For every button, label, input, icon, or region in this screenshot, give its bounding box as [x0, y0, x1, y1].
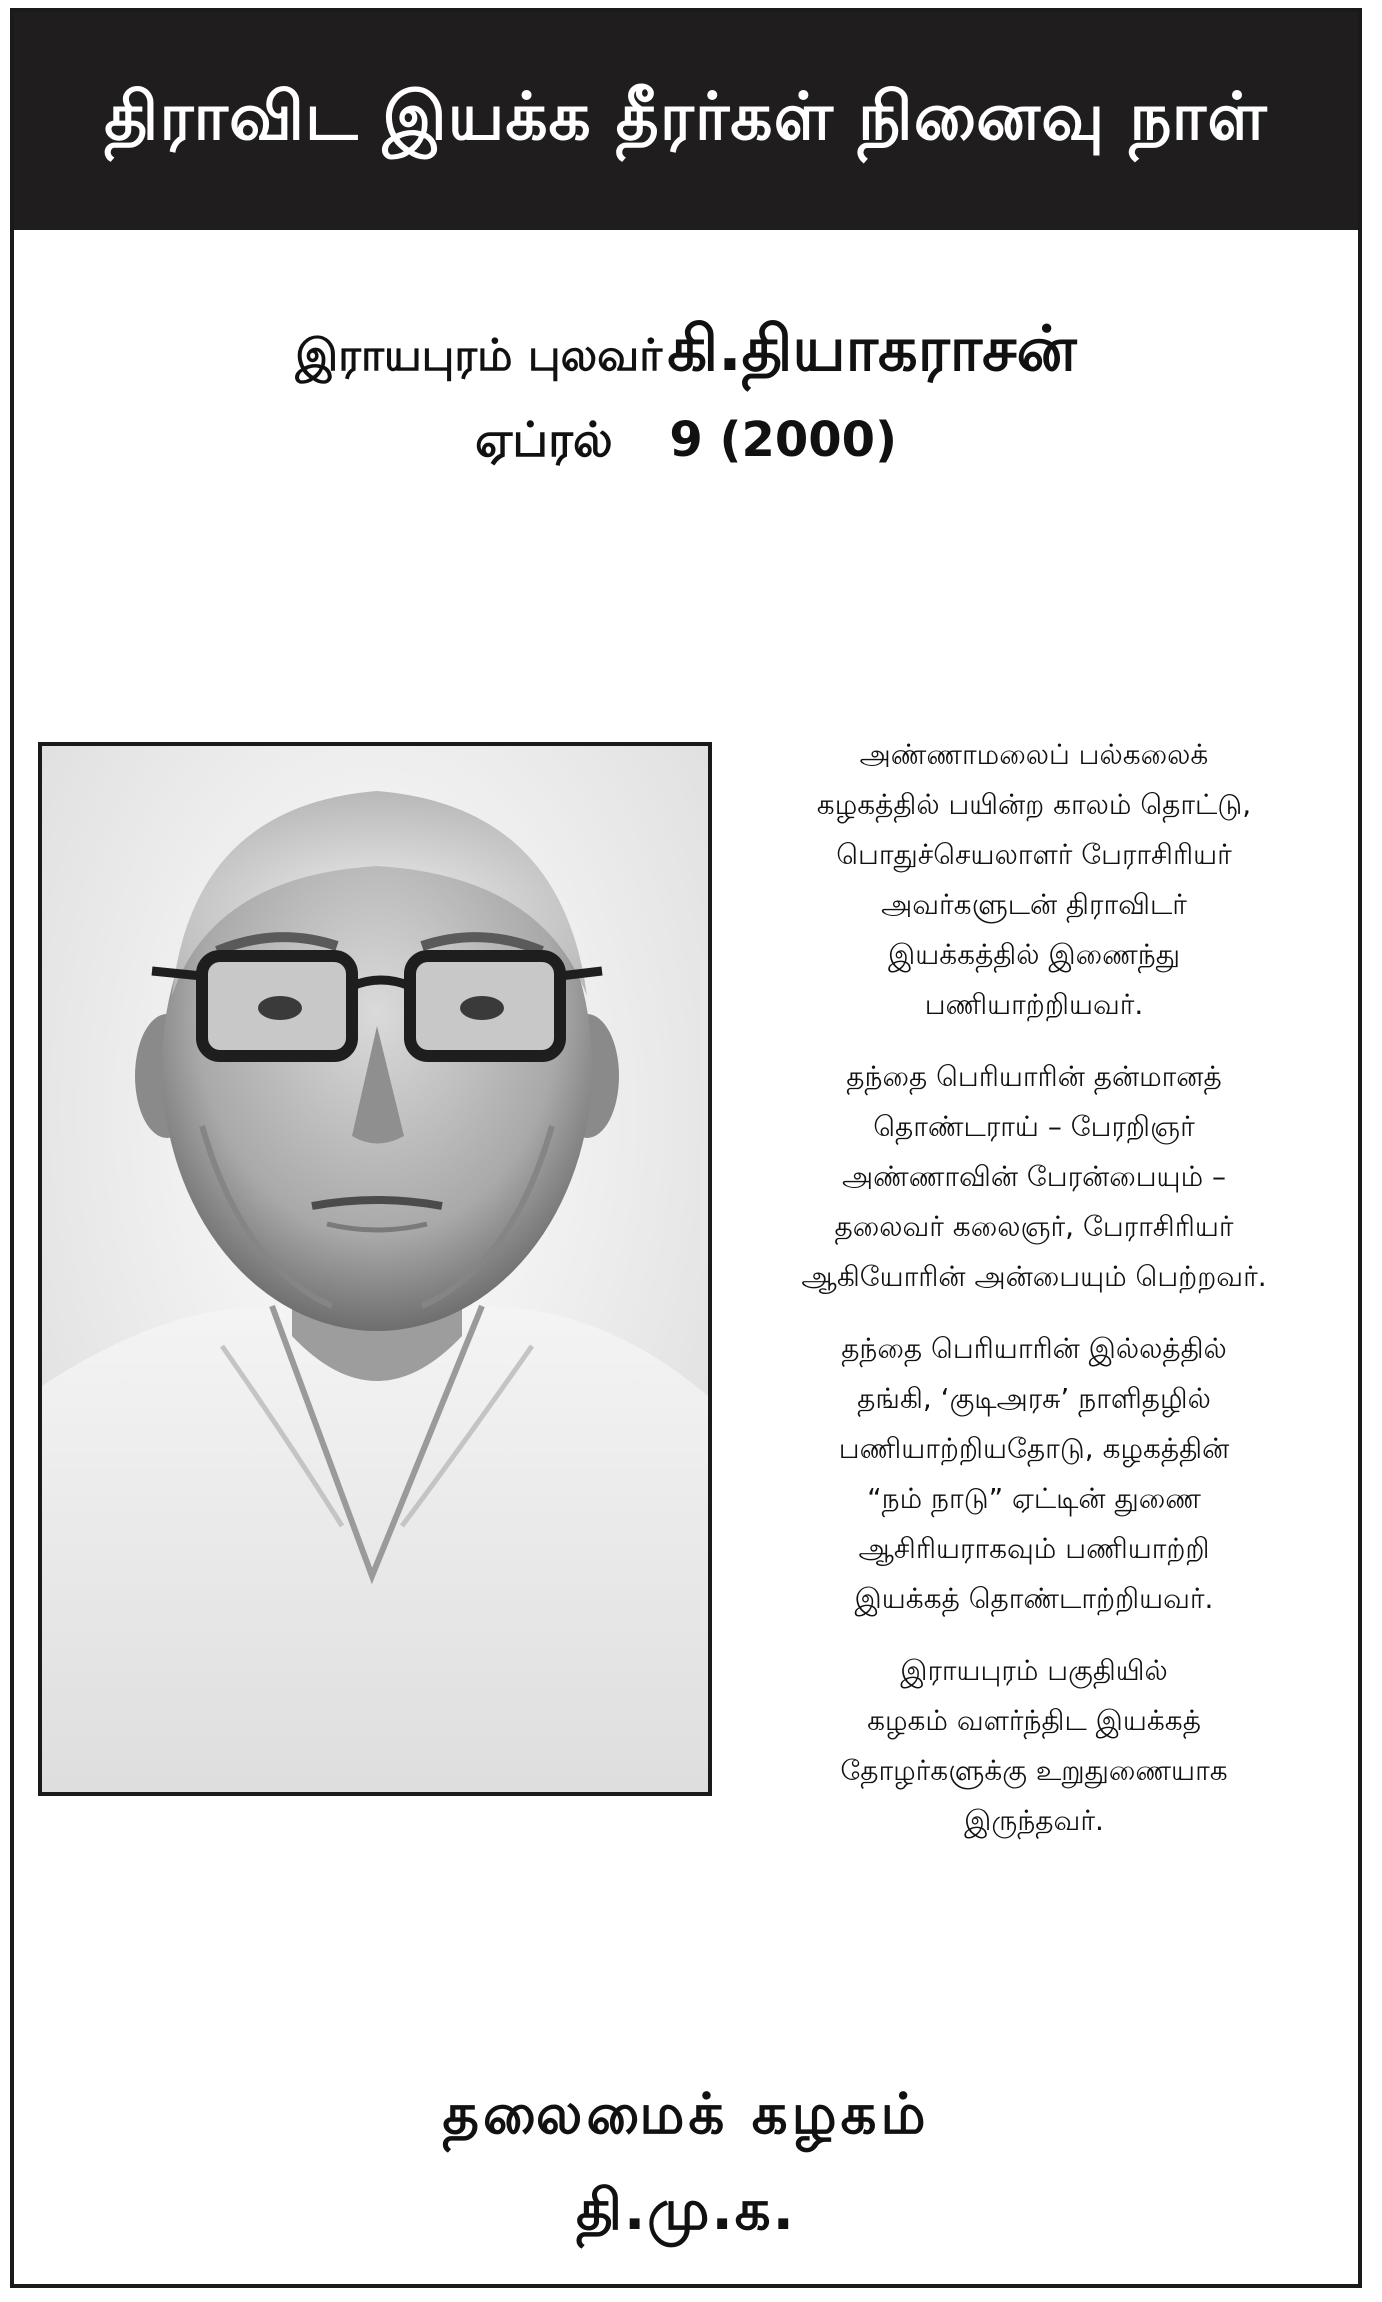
- footer-organization: தலைமைக் கழகம்: [442, 2082, 930, 2147]
- bio-line: இயக்கத் தொண்டாற்றியவர்.: [854, 1582, 1214, 1615]
- bio-line: தங்கி, ‘குடிஅரசு’ நாளிதழில்: [857, 1382, 1211, 1415]
- bio-line: இராயபுரம் பகுதியில்: [900, 1654, 1168, 1687]
- bio-paragraph-1: [714, 730, 1354, 1030]
- bio-line: ஆகியோரின் அன்பையும் பெற்றவர்.: [801, 1260, 1267, 1293]
- header-banner: [14, 12, 1358, 230]
- portrait-image: [42, 746, 708, 1792]
- bio-line: இயக்கத்தில் இணைந்து: [888, 938, 1180, 971]
- bio-line: பணியாற்றியவர்.: [924, 988, 1144, 1021]
- bio-line: தோழர்களுக்கு உறுதுணையாக: [840, 1754, 1228, 1787]
- bio-line: தலைவர் கலைஞர், பேராசிரியர்: [834, 1210, 1234, 1243]
- bio-line: அண்ணாமலைப் பல்கலைக்: [859, 738, 1209, 771]
- biography: [714, 730, 1354, 1868]
- bio-line: இருந்தவர்.: [964, 1804, 1104, 1837]
- bio-line: பணியாற்றியதோடு, கழகத்தின்: [838, 1432, 1230, 1465]
- bio-line: ஆசிரியராகவும் பணியாற்றி: [858, 1532, 1210, 1565]
- bio-line: அண்ணாவின் பேரன்பையும் –: [841, 1160, 1226, 1193]
- date-day-year: 9 (2000): [669, 412, 897, 468]
- banner-title: திராவிட இயக்க தீரர்கள் நினைவு நாள்: [104, 78, 1268, 155]
- person-prefix: இராயபுரம் புலவர்: [295, 330, 663, 381]
- bio-line: தொண்டராய் – பேரறிஞர்: [873, 1110, 1195, 1143]
- person-heading: [14, 312, 1358, 394]
- bio-line: அவர்களுடன் திராவிடர்: [881, 888, 1187, 921]
- bio-line: “நம் நாடு” ஏட்டின் துணை: [867, 1482, 1201, 1515]
- date-month: ஏப்ரல்: [474, 412, 613, 468]
- memorial-notice: [10, 8, 1362, 2288]
- bio-line: பொதுச்செயலாளர் பேராசிரியர்: [836, 838, 1232, 871]
- bio-paragraph-2: [714, 1052, 1354, 1302]
- bio-paragraph-4: [714, 1646, 1354, 1846]
- bio-paragraph-3: [714, 1324, 1354, 1624]
- bio-line: தந்தை பெரியாரின் தன்மானத்: [846, 1060, 1222, 1093]
- person-name: கி.தியாகராசன்: [667, 312, 1077, 385]
- footer-party: தி.மு.க.: [576, 2178, 796, 2243]
- bio-line: கழகம் வளர்ந்திட இயக்கத்: [867, 1704, 1201, 1737]
- portrait-photo: [38, 742, 712, 1796]
- bio-line: கழகத்தில் பயின்ற காலம் தொட்டு,: [816, 788, 1252, 821]
- memorial-date: [14, 412, 1358, 474]
- bio-line: தந்தை பெரியாரின் இல்லத்தில்: [841, 1332, 1227, 1365]
